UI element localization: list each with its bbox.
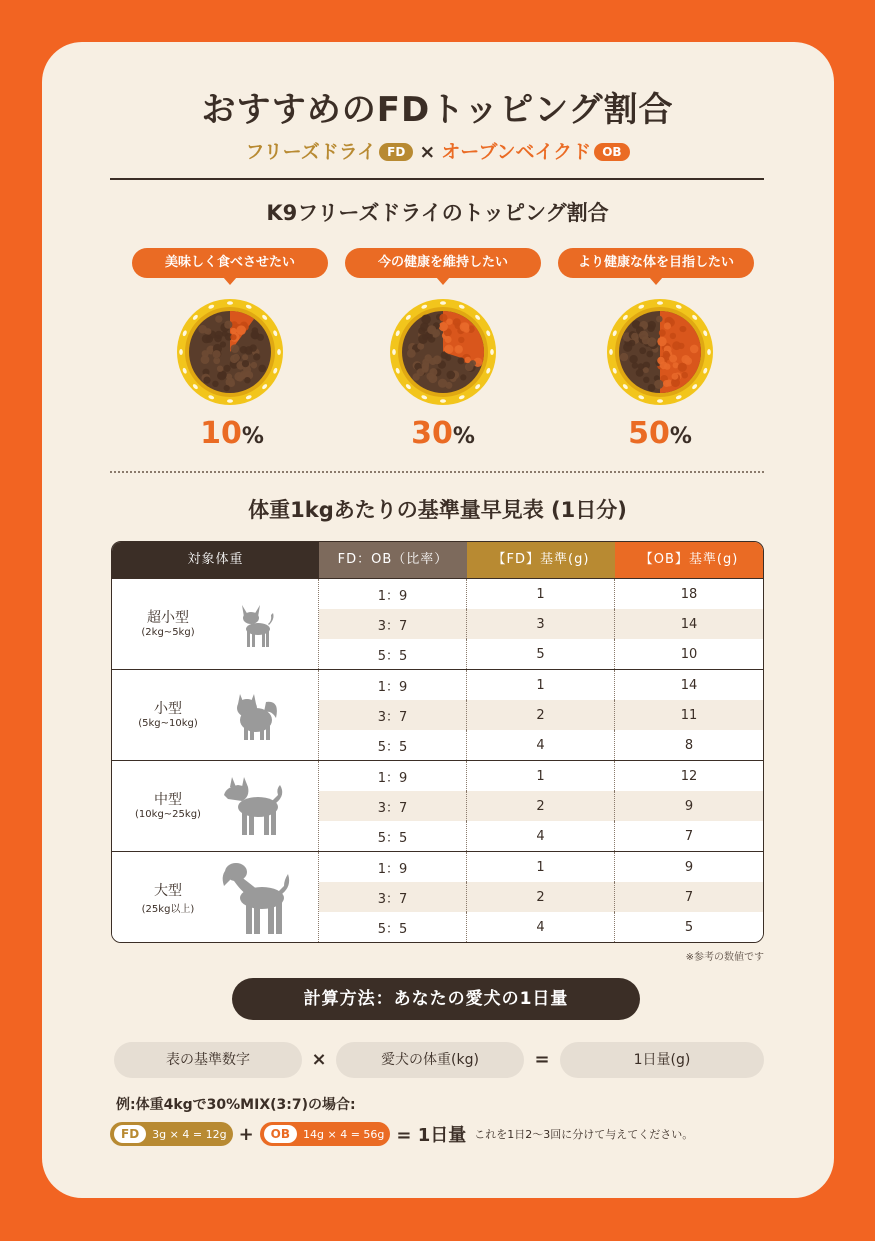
ratio-percent-2: 30% (411, 416, 475, 451)
ob-expression: 14g × 4 = 56g (303, 1127, 385, 1141)
table-group-xsmall (112, 578, 763, 669)
table-row: 1：9 1 12 (319, 761, 763, 791)
table-group-large (112, 851, 763, 942)
group-label-cell (112, 670, 319, 760)
table-group-medium (112, 760, 763, 851)
group-range: (5kg~10kg) (138, 718, 198, 729)
group-name: 中型 (154, 792, 182, 808)
reference-table (111, 541, 764, 943)
table-row: 3：7 2 9 (319, 791, 763, 821)
ratio-label-3: より健康な体を目指したい (558, 248, 754, 278)
subtitle (0, 137, 875, 164)
ob-tag: OB (264, 1125, 297, 1143)
table-row: 1：9 1 14 (319, 670, 763, 700)
group-range: (10kg~25kg) (135, 809, 201, 820)
header-ob: 【OB】基準(g) (615, 542, 763, 578)
chihuahua-icon (234, 601, 276, 649)
group-label-cell (112, 761, 319, 851)
ratio-percent-1: 10% (200, 416, 264, 451)
times-sign: × (419, 141, 436, 163)
formula-weight-box: 愛犬の体重(kg) (336, 1042, 524, 1078)
header-fd: 【FD】基準(g) (467, 542, 615, 578)
formula-base-box: 表の基準数字 (114, 1042, 302, 1078)
group-name: 大型 (154, 883, 182, 899)
retriever-icon (218, 858, 294, 938)
total-label: = 1日量 (396, 1125, 467, 1146)
table-row: 5：5 4 8 (319, 730, 763, 760)
example-equation (110, 1121, 770, 1147)
group-range: (25kg以上) (141, 904, 195, 915)
fd-expression: 3g × 4 = 12g (152, 1127, 227, 1141)
group-name: 超小型 (147, 610, 189, 626)
shiba-icon (222, 773, 286, 839)
example-ob-pill (260, 1122, 391, 1146)
food-bowl-50-icon (606, 298, 714, 406)
table-row: 5：5 4 5 (319, 912, 763, 942)
formula-result-box: 1日量(g) (560, 1042, 764, 1078)
header-weight: 対象体重 (112, 542, 319, 578)
fd-name: フリーズドライ (245, 141, 377, 163)
group-label-cell (112, 579, 319, 669)
ratio-label-1: 美味しく食べさせたい (132, 248, 328, 278)
page-title: おすすめのFDトッピング割合 (201, 90, 674, 130)
table-row: 1：9 1 9 (319, 852, 763, 882)
table-row: 5：5 4 7 (319, 821, 763, 851)
table-group-small (112, 669, 763, 760)
table-row: 3：7 2 11 (319, 700, 763, 730)
food-bowl-10-icon (176, 298, 284, 406)
table-section-title: 体重1kgあたりの基準量早見表 (1日分) (248, 498, 627, 522)
title-divider (110, 178, 764, 180)
plus-sign: + (238, 1123, 254, 1145)
ratio-label-2: 今の健康を維持したい (345, 248, 541, 278)
total-note: これを1日2〜3回に分けて与えてください。 (474, 1128, 694, 1141)
ratio-percent-3: 50% (628, 416, 692, 451)
ratio-section-title: K9フリーズドライのトッピング割合 (266, 201, 609, 225)
formula-equals: = (534, 1049, 550, 1070)
table-row: 3：7 3 14 (319, 609, 763, 639)
ob-name: オーブンベイクド (441, 141, 592, 163)
group-name: 小型 (154, 701, 182, 717)
pomeranian-icon (230, 688, 280, 744)
calc-title: 計算方法：あなたの愛犬の1日量 (232, 978, 640, 1020)
table-row: 1：9 1 18 (319, 579, 763, 609)
example-label: 例:体重4kgで30%MIX(3:7)の場合: (116, 1097, 356, 1113)
group-range: (2kg~5kg) (141, 627, 195, 638)
table-row: 5：5 5 10 (319, 639, 763, 669)
example-fd-pill (110, 1122, 233, 1146)
section-divider (110, 471, 764, 473)
food-bowl-30-icon (389, 298, 497, 406)
header-ratio: FD：OB（比率） (319, 542, 467, 578)
fd-badge: FD (379, 143, 413, 161)
fd-tag: FD (114, 1125, 146, 1143)
table-header (112, 542, 763, 578)
ob-badge: OB (594, 143, 629, 161)
reference-note: ※参考の数値です (685, 952, 764, 963)
formula-times: × (311, 1049, 327, 1070)
group-label-cell (112, 852, 319, 942)
table-row: 3：7 2 7 (319, 882, 763, 912)
